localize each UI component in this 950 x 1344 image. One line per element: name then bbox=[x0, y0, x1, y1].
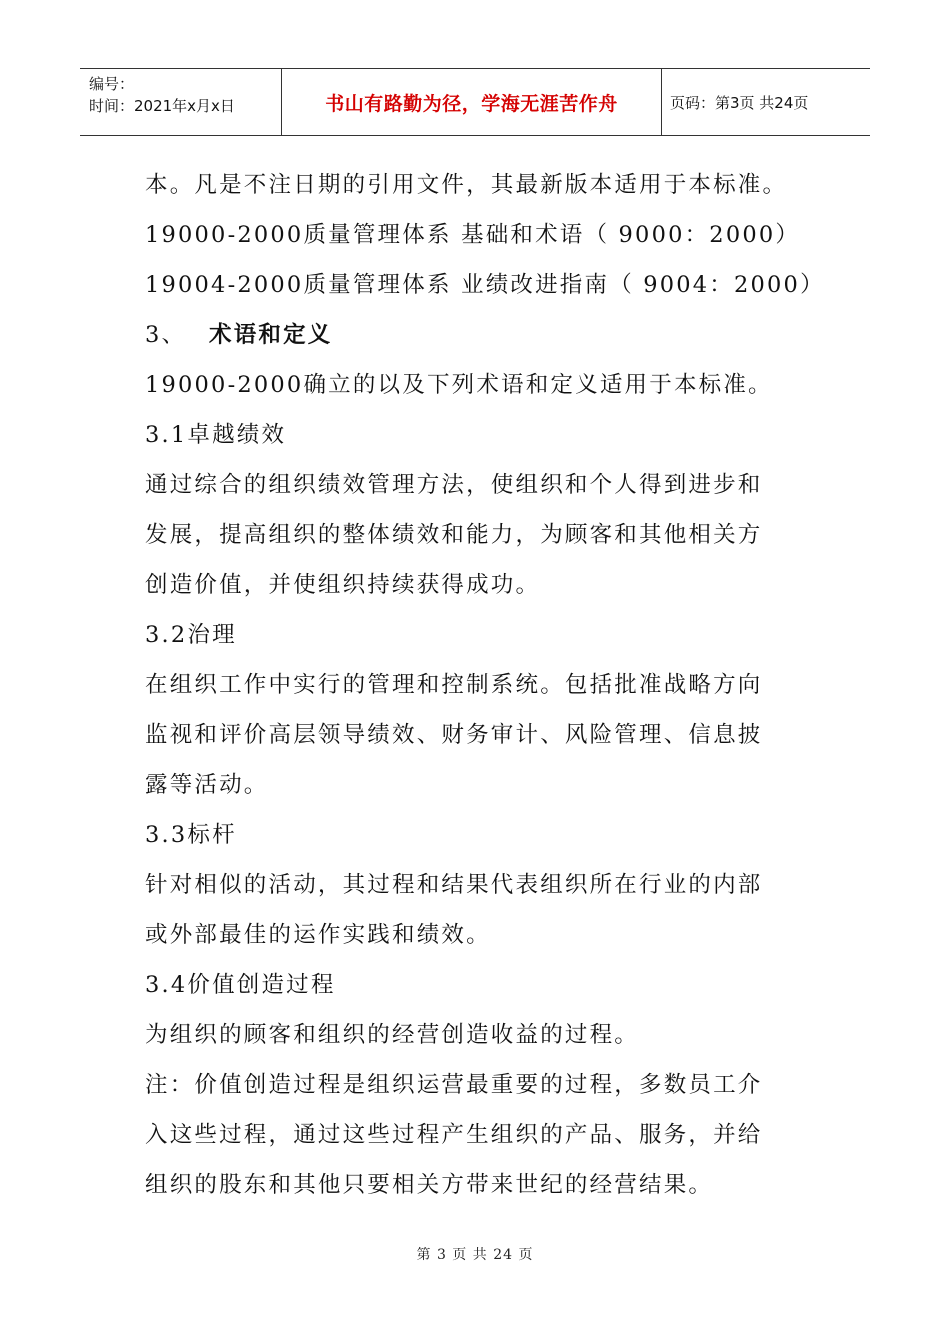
term-heading: 3.3标杆 bbox=[145, 822, 237, 848]
body-line: 发展，提高组织的整体绩效和能力，为顾客和其他相关方 bbox=[145, 522, 763, 548]
document-time-label: 时间：2021年x月x日 bbox=[89, 97, 235, 115]
term-heading: 3.1卓越绩效 bbox=[145, 422, 287, 448]
section-heading bbox=[145, 310, 825, 360]
body-line: 监视和评价高层领导绩效、财务审计、风险管理、信息披 bbox=[145, 722, 763, 748]
body-line: 为组织的顾客和组织的经营创造收益的过程。 bbox=[145, 1022, 640, 1048]
body-line: 在组织工作中实行的管理和控制系统。包括批准战略方向 bbox=[145, 672, 763, 698]
body-line: 或外部最佳的运作实践和绩效。 bbox=[145, 922, 491, 948]
reference-line: 19004-2000质量管理体系 业绩改进指南（ 9004：2000） bbox=[145, 272, 825, 298]
section-number: 3、 bbox=[145, 322, 187, 348]
header-motto-cell bbox=[282, 69, 662, 135]
header-motto: 书山有路勤为径，学海无涯苦作舟 bbox=[325, 92, 618, 115]
header-page-info: 页码：第3页 共24页 bbox=[670, 93, 809, 112]
document-number-label: 编号： bbox=[89, 75, 135, 93]
body-line: 19000-2000确立的以及下列术语和定义适用于本标准。 bbox=[145, 372, 773, 398]
note-line: 组织的股东和其他只要相关方带来世纪的经营结果。 bbox=[145, 1172, 714, 1198]
term-heading: 3.4价值创造过程 bbox=[145, 972, 336, 998]
note-line: 入这些过程，通过这些过程产生组织的产品、服务，并给 bbox=[145, 1122, 763, 1148]
header-meta-cell bbox=[80, 69, 282, 135]
page-footer: 第 3 页 共 24 页 bbox=[416, 1247, 534, 1263]
body-line: 露等活动。 bbox=[145, 772, 269, 798]
body-line: 创造价值，并使组织持续获得成功。 bbox=[145, 572, 541, 598]
header-page-cell bbox=[662, 69, 870, 135]
note-line: 注：价值创造过程是组织运营最重要的过程，多数员工介 bbox=[145, 1072, 763, 1098]
term-heading: 3.2治理 bbox=[145, 622, 237, 648]
body-line: 本。凡是不注日期的引用文件，其最新版本适用于本标准。 bbox=[145, 172, 788, 198]
document-body bbox=[145, 160, 825, 1210]
reference-line: 19000-2000质量管理体系 基础和术语（ 9000：2000） bbox=[145, 222, 801, 248]
section-title: 术语和定义 bbox=[209, 322, 333, 348]
document-header bbox=[80, 68, 870, 136]
body-line: 通过综合的组织绩效管理方法，使组织和个人得到进步和 bbox=[145, 472, 763, 498]
body-line: 针对相似的活动，其过程和结果代表组织所在行业的内部 bbox=[145, 872, 763, 898]
